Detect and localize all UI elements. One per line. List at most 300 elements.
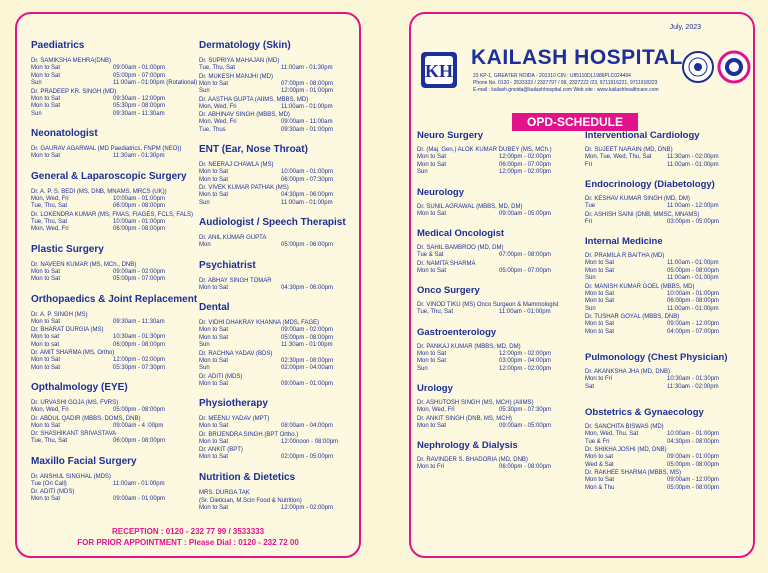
timing-row [585, 298, 745, 306]
timing-row [585, 321, 745, 329]
doctor-name: Dr. ANKIT (BPT) [199, 447, 243, 453]
timing-hours: 11:00am - 01:00pm [113, 480, 165, 487]
timing-hours: 06:00pm - 08:00pm [113, 203, 166, 209]
timing-days: Mon to Sat [585, 477, 615, 483]
nabh-badge-icon [717, 50, 751, 84]
timing-hours: 06:00pm - 08:00pm [113, 226, 166, 232]
timing-row [31, 73, 191, 81]
timing-days: Mon to Sat [31, 276, 61, 282]
doctor-name: Dr. ABHAY SINGH TOMAR [199, 277, 272, 284]
timing-hours: 05:30pm - 08:00pm [113, 103, 166, 109]
timing-hours: 06:00pm - 07:00pm [499, 161, 552, 168]
timing-days: Tue [585, 203, 596, 209]
timing-row [31, 153, 191, 161]
timing-hours: 11:00am - 01:00pm [667, 305, 719, 312]
timing-hours: 11:00am - 01:00pm [667, 260, 719, 266]
timing-days: Mon to Sat [585, 267, 615, 274]
timing-days: Mon to Sat [31, 422, 61, 429]
doctor-name: (Sr. Dietician, M.Scin Food & Nutrition) [199, 497, 302, 504]
department-block [585, 352, 745, 391]
doctor-name: Dr. KESHAV KUMAR SINGH (MD, DM) [585, 196, 690, 202]
timing-row [585, 431, 745, 439]
timing-days: Mon to Sat [199, 334, 229, 341]
timing-hours: 05:30pm - 07:30pm [499, 407, 552, 413]
timing-days: Mon to Sat [199, 176, 229, 183]
department-block [585, 236, 745, 336]
timing-hours: 09:00am - 05:00pm [499, 210, 552, 217]
timing-row [417, 423, 577, 431]
doctor-name: Dr. ADITI (MDS) [199, 373, 243, 380]
left-schedule-panel [15, 12, 361, 558]
right-column-2 [585, 130, 745, 492]
timing-days: Mon to sat [31, 341, 60, 348]
department-block [417, 187, 577, 219]
timing-hours: 05:00pm - 07:00pm [113, 276, 166, 282]
timing-row [585, 219, 745, 227]
department-title: Orthopaedics & Joint Replacement [31, 293, 198, 305]
timing-hours: 03:00pm - 05:00pm [667, 218, 720, 225]
timing-days: Mon to Sat [199, 169, 229, 175]
timing-hours: 04:30pm - 08:00pm [667, 438, 720, 445]
timing-hours: 09:30am - 01:00pm [281, 126, 334, 133]
timing-row [585, 162, 745, 170]
department-block [31, 456, 191, 504]
timing-days: Tue, Thu, Sat [417, 309, 454, 315]
doctor-name: Dr. SAHIL BAMBROO (MD, DM) [417, 245, 504, 251]
timing-hours: 02:00pm - 04:00am [281, 365, 334, 371]
timing-hours: 04:30pm - 06:00pm [281, 192, 334, 198]
department-title: ENT (Ear, Nose Throat) [199, 144, 308, 155]
doctor-name: Dr. VIVEK KUMAR PATHAK (MS) [199, 185, 289, 191]
timing-days: Mon, Wed, Fri [31, 407, 69, 413]
doctor-name: Dr. SHIKHA JOSHI (MD, DNB) [585, 447, 667, 453]
department-block [585, 407, 745, 492]
timing-row [31, 65, 191, 73]
timing-row [31, 319, 191, 327]
timing-row [31, 365, 191, 373]
doctor-name: Dr. (Maj. Gen.) ALOK KUMAR DUBEY (MS, MCh.) [417, 147, 552, 153]
timing-hours: 04:00pm - 07:00pm [667, 328, 720, 335]
timing-days: Mon, Wed, Fri [31, 226, 69, 232]
timing-hours: 11:30am - 02:00pm [667, 383, 719, 390]
timing-row [585, 154, 745, 162]
timing-days: Mon, Wed, Fri [199, 119, 237, 125]
opd-schedule-banner: OPD-SCHEDULE [512, 113, 638, 131]
timing-days: Mon to Sat [199, 192, 229, 198]
timing-row [199, 327, 359, 335]
right-schedule-panel [409, 12, 755, 558]
timing-hours: 11:00am - 01:00pm [667, 275, 719, 281]
department-block [417, 327, 577, 374]
department-block [199, 217, 359, 250]
department-block [199, 398, 359, 462]
timing-row [31, 80, 198, 88]
doctor-name: Dr. VIDHI DHAKRAY KHANNA (MDS, FAGE) [199, 320, 320, 326]
doctor-name: Dr. GAURAV AGARWAL (MD Paediatrics, FNPM (NEO)) [31, 146, 182, 152]
timing-hours: 05:00pm - 08:00pm [667, 484, 720, 491]
timing-days: Mon to Sat [31, 357, 61, 363]
timing-hours: 12:00pm - 02:00pm [499, 350, 552, 357]
timing-hours: 09:00am - 12:00pm [667, 321, 720, 327]
timing-days: Sun [585, 275, 596, 281]
department-title: Urology [417, 383, 453, 394]
doctor-name: Dr. BHARAT DURGIA (MS) [31, 327, 104, 333]
timing-row [585, 477, 745, 485]
timing-row [199, 505, 359, 513]
timing-days: Mon to Sat [199, 438, 229, 445]
timing-days: Sun [199, 365, 210, 371]
timing-days: Mon to Sat [585, 290, 615, 297]
timing-hours: 12:00pm - 02:00pm [499, 154, 552, 160]
department-title: Nephrology & Dialysis [417, 440, 518, 451]
timing-days: Mon to Sat [417, 422, 447, 429]
department-title: Plastic Surgery [31, 243, 104, 255]
doctor-name: Dr. PANKAJ KUMAR (MBBS, MD, DM) [417, 343, 521, 350]
timing-row [417, 358, 577, 366]
doctor-name: Dr. AMIT SHARMA (MS, Ortho) [31, 350, 115, 356]
timing-row [199, 423, 359, 431]
timing-row [417, 407, 577, 415]
reception-phone: RECEPTION : 0120 - 232 77 99 / 3533333 [111, 527, 265, 536]
hospital-header [411, 36, 753, 106]
department-title: Dermatology (Skin) [199, 40, 291, 51]
department-title: Maxillo Facial Surgery [31, 455, 137, 467]
doctor-name: Dr. URVASHI GOJA (MS, FVRS) [31, 400, 119, 406]
timing-hours: 09:00am - 11:00am [281, 119, 333, 125]
timing-days: Mon to Sat [585, 260, 615, 266]
department-title: Paediatrics [31, 40, 85, 51]
timing-hours: 09:00am - 02:00pm [281, 327, 334, 333]
department-title: Medical Oncologist [417, 228, 505, 239]
timing-row [199, 169, 359, 177]
timing-hours: 11:00am - 01:00pm [281, 103, 333, 110]
timing-hours: 12:00pm - 02:00pm [499, 169, 552, 175]
timing-hours: 10:30am - 01:30pm [113, 334, 166, 340]
hospital-name: KAILASH HOSPITAL [471, 46, 683, 69]
department-block [31, 40, 198, 118]
timing-days: Fri [585, 161, 592, 168]
department-title: Neurology [417, 186, 464, 198]
department-block [417, 285, 577, 317]
timing-days: Tue, Thu, Sat [199, 65, 236, 71]
timing-days: Mon to Fri [417, 464, 445, 470]
timing-row [199, 88, 359, 96]
doctor-name: Dr. MUKESH MANJHI (MD) [199, 73, 273, 80]
timing-hours: 06:00pm - 08:00pm [499, 464, 552, 470]
timing-days: Wed & Sat [585, 461, 614, 468]
timing-days: Mon to Sat [417, 267, 447, 274]
timing-row [417, 169, 577, 177]
department-title: Neuro Surgery [417, 130, 483, 141]
department-title: Pulmonology (Chest Physician) [585, 352, 728, 363]
timing-days: Sun [585, 305, 596, 312]
department-title: Neonatologist [31, 128, 98, 139]
doctor-name: Dr. SUNIL AGRAWAL (MBBS, MD, DM) [417, 203, 523, 210]
timing-row [31, 423, 191, 431]
timing-days: Mon to Fri [585, 376, 613, 382]
timing-row [31, 407, 191, 415]
doctor-name: Dr. RAKHEE SHARMA (MBBS, MS) [585, 470, 682, 476]
timing-hours: 05:00pm - 08:00pm [667, 461, 720, 468]
timing-days: Mon to sat [31, 334, 60, 340]
department-title: Psychiatrist [199, 259, 256, 271]
timing-hours: 11:00am - 01:00pm (Rotational) [113, 80, 198, 86]
timing-days: Tue & Sat [417, 252, 444, 258]
timing-days: Mon to Sat [199, 357, 229, 364]
timing-hours: 11:30am - 01:00pm [281, 342, 333, 348]
department-title: Audiologist / Speech Therapist [199, 217, 346, 228]
timing-row [585, 454, 745, 462]
doctor-name: Dr. ABDUL QADIR (MBBS, DOMS, DNB) [31, 415, 141, 422]
timing-row [585, 439, 745, 447]
department-title: General & Laparoscopic Surgery [31, 170, 187, 182]
timing-days: Mon to Sat [585, 328, 615, 335]
timing-days: Mon, Wed, Fri [199, 103, 237, 110]
timing-row [199, 65, 359, 73]
department-block [31, 382, 191, 446]
doctor-name: Dr. SHASHIKANT SRIVASTAVA [31, 431, 117, 437]
phone-line: Phone No. 0120 - 3533333 / 2327797 / 99, 2327222 /23, 9711916221, 9711918223 [473, 80, 658, 86]
timing-days: Tue, Thu, Sat [31, 203, 68, 209]
timing-hours: 09:00am - 12:00pm [667, 477, 720, 483]
timing-hours: 11:00am - 01:00pm [281, 199, 333, 206]
timing-hours: 07:00pm - 08:00pm [499, 252, 552, 258]
timing-row [199, 335, 359, 343]
timing-days: Mon to Sat [417, 210, 447, 217]
doctor-name: Dr. RAVINDER S. BHADORIA (MD, DNB) [417, 457, 528, 463]
doctor-name: Dr. MANISH KUMAR GOEL (MBBS, MD) [585, 283, 695, 290]
timing-days: Tue & Fri [585, 438, 610, 445]
timing-days: Mon to Sat [417, 350, 447, 357]
timing-row [199, 81, 359, 89]
doctor-name: Dr. SANCHITA BISWAS (MD) [585, 424, 664, 430]
timing-hours: 09:00am - 01:00pm [113, 65, 166, 71]
timing-days: Mon to Sat [199, 504, 229, 511]
timing-days: Sun [31, 110, 42, 117]
department-title: Opthalmology (EYE) [31, 382, 128, 393]
timing-days: Tue, Thu, Sat [31, 218, 68, 225]
timing-days: Mon to sat [585, 454, 614, 460]
timing-days: Sun [199, 199, 210, 206]
timing-row [31, 342, 191, 350]
doctor-name: Dr. ANIL KUMAR GUPTA [199, 235, 267, 241]
timing-row [199, 342, 359, 350]
timing-row [31, 357, 191, 365]
timing-days: Mon to Sat [31, 318, 61, 325]
department-block [199, 40, 359, 134]
timing-days: Mon, Wed, Thu, Sat [585, 431, 639, 437]
timing-hours: 10:00am - 01:00pm [281, 169, 334, 175]
timing-hours: 06:00pm - 08:00pm [113, 438, 166, 444]
timing-days: Mon to Sat [31, 496, 61, 502]
timing-days: Mon [199, 242, 211, 248]
timing-days: Sun [417, 169, 428, 175]
timing-days: Mon & Thu [585, 484, 615, 491]
doctor-name: Dr. ANSHUL SINGHAL (MDS) [31, 473, 111, 480]
left-column-2 [199, 40, 359, 512]
timing-row [31, 481, 191, 489]
timing-hours: 05:00pm - 08:00pm [667, 267, 720, 274]
hospital-address [473, 73, 659, 94]
timing-hours: 06:00pm - 07:30pm [281, 176, 334, 183]
department-block [585, 179, 745, 226]
department-title: Physiotherapy [199, 398, 268, 409]
doctor-name: Dr. ASHUTOSH SINGH (MS, MCH) (AIIMS) [417, 400, 534, 406]
left-column-1 [31, 40, 198, 504]
doctor-name: Dr. NAVEEN KUMAR (MS, MCh., DNB) [31, 261, 137, 268]
timing-hours: 09:00am - 05:00pm [499, 422, 552, 429]
accreditation-seal-icon [681, 50, 715, 84]
timing-days: Mon to Sat [31, 364, 61, 371]
timing-row [31, 196, 191, 204]
timing-days: Sat [585, 383, 595, 390]
timing-hours: 07:00pm - 08:00pm [281, 80, 334, 87]
department-title: Nutrition & Dietetics [199, 471, 296, 483]
timing-hours: 09:00am - 4 :00pm [113, 422, 164, 429]
doctor-name: Dr. ADITI (MDS) [31, 489, 75, 495]
timing-row [417, 309, 577, 317]
timing-hours: 04:30pm - 06:00pm [281, 284, 334, 291]
department-title: Onco Surgery [417, 285, 480, 296]
timing-row [417, 464, 577, 472]
timing-row [417, 351, 577, 359]
timing-row [585, 260, 745, 268]
timing-row [417, 211, 577, 219]
timing-row [199, 177, 359, 185]
timing-hours: 09:30am - 11:30am [113, 318, 165, 325]
timing-hours: 09:30am - 11:30am [113, 110, 165, 117]
timing-row [31, 269, 191, 277]
timing-row [585, 203, 745, 211]
timing-row [31, 103, 191, 111]
timing-row [585, 275, 745, 283]
timing-days: Mon to Sat [417, 154, 447, 160]
department-title: Obstetrics & Gynaecology [585, 407, 704, 418]
doctor-name: Dr. LOKENDRA KUMAR (MS, FMAS, FIAGES, FCLS, FALS) [31, 211, 194, 218]
timing-row [199, 285, 359, 293]
prior-appointment-phone: FOR PRIOR APPOINTMENT : Please Dial : 0120 - 232 72 00 [77, 538, 299, 547]
timing-row [31, 111, 191, 119]
timing-hours: 11:00am - 12:00pm [667, 203, 719, 209]
department-title: Dental [199, 302, 230, 313]
timing-hours: 12:00pm - 02:00pm [113, 357, 166, 363]
email-line: E-mail : kailash.gnoida@kailashhospital.com Web site : www.kailashhealthcare.com [473, 87, 659, 93]
timing-row [31, 334, 191, 342]
timing-hours: 06:00pm - 08:00pm [667, 298, 720, 304]
doctor-name: MRS. DURGA TAK [199, 489, 250, 496]
timing-days: Fri [585, 218, 592, 225]
timing-row [199, 242, 359, 250]
timing-row [31, 438, 191, 446]
doctor-name: Dr. ANKIT SINGH (DNB, MS, MCH) [417, 415, 512, 422]
timing-hours: 12:00pm - 01:00pm [281, 88, 334, 94]
timing-row [199, 358, 359, 366]
timing-row [31, 219, 191, 227]
timing-hours: 08:00am - 04:00pm [281, 423, 334, 429]
doctor-name: Dr. SAMIKSHA MEHRA(DNB) [31, 58, 112, 64]
department-title: Gastroenterology [417, 326, 497, 338]
doctor-name: Dr. BRIJENDRA SINGH (BPT Ortho.) [199, 431, 299, 438]
timing-hours: 09:00am - 01:00pm [667, 454, 720, 460]
department-block [199, 144, 359, 207]
timing-days: Mon to Sat [417, 161, 447, 168]
timing-days: Mon to Sat [31, 268, 61, 275]
timing-hours: 02:00pm - 05:00pm [281, 454, 334, 460]
department-title: Interventional Cardiology [585, 130, 700, 141]
doctor-name: Dr. ASHISH SAINI (DNB, MMSC, MNAMS) [585, 211, 700, 218]
timing-days: Mon to Sat [199, 423, 229, 429]
timing-hours: 11:00am - 01:00pm [667, 161, 719, 168]
timing-row [31, 203, 191, 211]
doctor-name: Dr. AASTHA GUPTA (AIIMS, MBBS, MD) [199, 96, 309, 103]
doctor-name: Dr. NEERAJ CHAWLA (MS) [199, 162, 274, 168]
department-block [31, 244, 191, 284]
timing-row [199, 192, 359, 200]
timing-row [31, 226, 191, 234]
department-block [417, 440, 577, 472]
department-title: Internal Medicine [585, 236, 663, 247]
timing-row [417, 366, 577, 374]
timing-days: Mon to Sat [417, 358, 447, 364]
timing-hours: 05:00pm - 08:00pm [281, 334, 334, 341]
timing-hours: 11:00am - 01:30pm [281, 65, 333, 71]
timing-row [585, 462, 745, 470]
timing-hours: 05:00pm - 07:00pm [113, 72, 166, 79]
timing-row [417, 162, 577, 170]
timing-days: Mon to Sat [31, 95, 61, 102]
timing-hours: 05:00pm - 06:00pm [281, 242, 334, 248]
issue-date: July, 2023 [669, 24, 701, 31]
timing-row [199, 454, 359, 462]
department-block [31, 128, 191, 161]
timing-row [199, 200, 359, 208]
right-column-1 [417, 130, 577, 472]
department-block [31, 170, 194, 234]
department-block [417, 130, 577, 177]
address-line: 23 KP-1, GREATER NOIDA - 201310 CIN : U85110DL1986PLC024494 [473, 73, 631, 79]
timing-row [585, 268, 745, 276]
timing-days: Tue, Thus [199, 126, 226, 133]
doctor-name: Dr. PRAMILA R BAITHA (MD) [585, 253, 665, 259]
timing-row [417, 154, 577, 162]
timing-days: Mon to Sat [199, 327, 229, 333]
timing-hours: 10:00am - 01:00pm [113, 218, 166, 225]
timing-hours: 05:00pm - 07:00pm [499, 267, 552, 274]
timing-row [417, 268, 577, 276]
department-block [199, 472, 359, 513]
timing-hours: 11:30am - 01:30pm [113, 153, 165, 159]
svg-text:KH: KH [424, 61, 454, 81]
timing-days: Mon to Sat [31, 65, 61, 71]
timing-row [199, 365, 359, 373]
department-block [199, 302, 359, 388]
timing-days: Sun [417, 365, 428, 372]
doctor-name: Dr. A. P. SINGH (MS) [31, 311, 88, 318]
timing-hours: 03:00pm - 04:00pm [499, 358, 552, 364]
department-block [585, 130, 745, 169]
timing-row [31, 496, 191, 504]
timing-days: Tue (On Call) [31, 480, 67, 487]
doctor-name: Dr. RACHNA YADAV (BDS) [199, 350, 273, 357]
doctor-name: Dr. TUSHAR GOYAL (MBBS, DNB) [585, 314, 680, 320]
timing-hours: 11:00am - 01:00pm [499, 309, 551, 315]
timing-hours: 10:00am - 01:00pm [113, 195, 166, 202]
timing-row [585, 306, 745, 314]
doctor-name: Dr. PRADEEP KR. SINGH (MD) [31, 88, 117, 95]
timing-row [585, 384, 745, 392]
timing-hours: 02:30pm - 08:00pm [281, 357, 334, 364]
department-block [31, 293, 198, 373]
